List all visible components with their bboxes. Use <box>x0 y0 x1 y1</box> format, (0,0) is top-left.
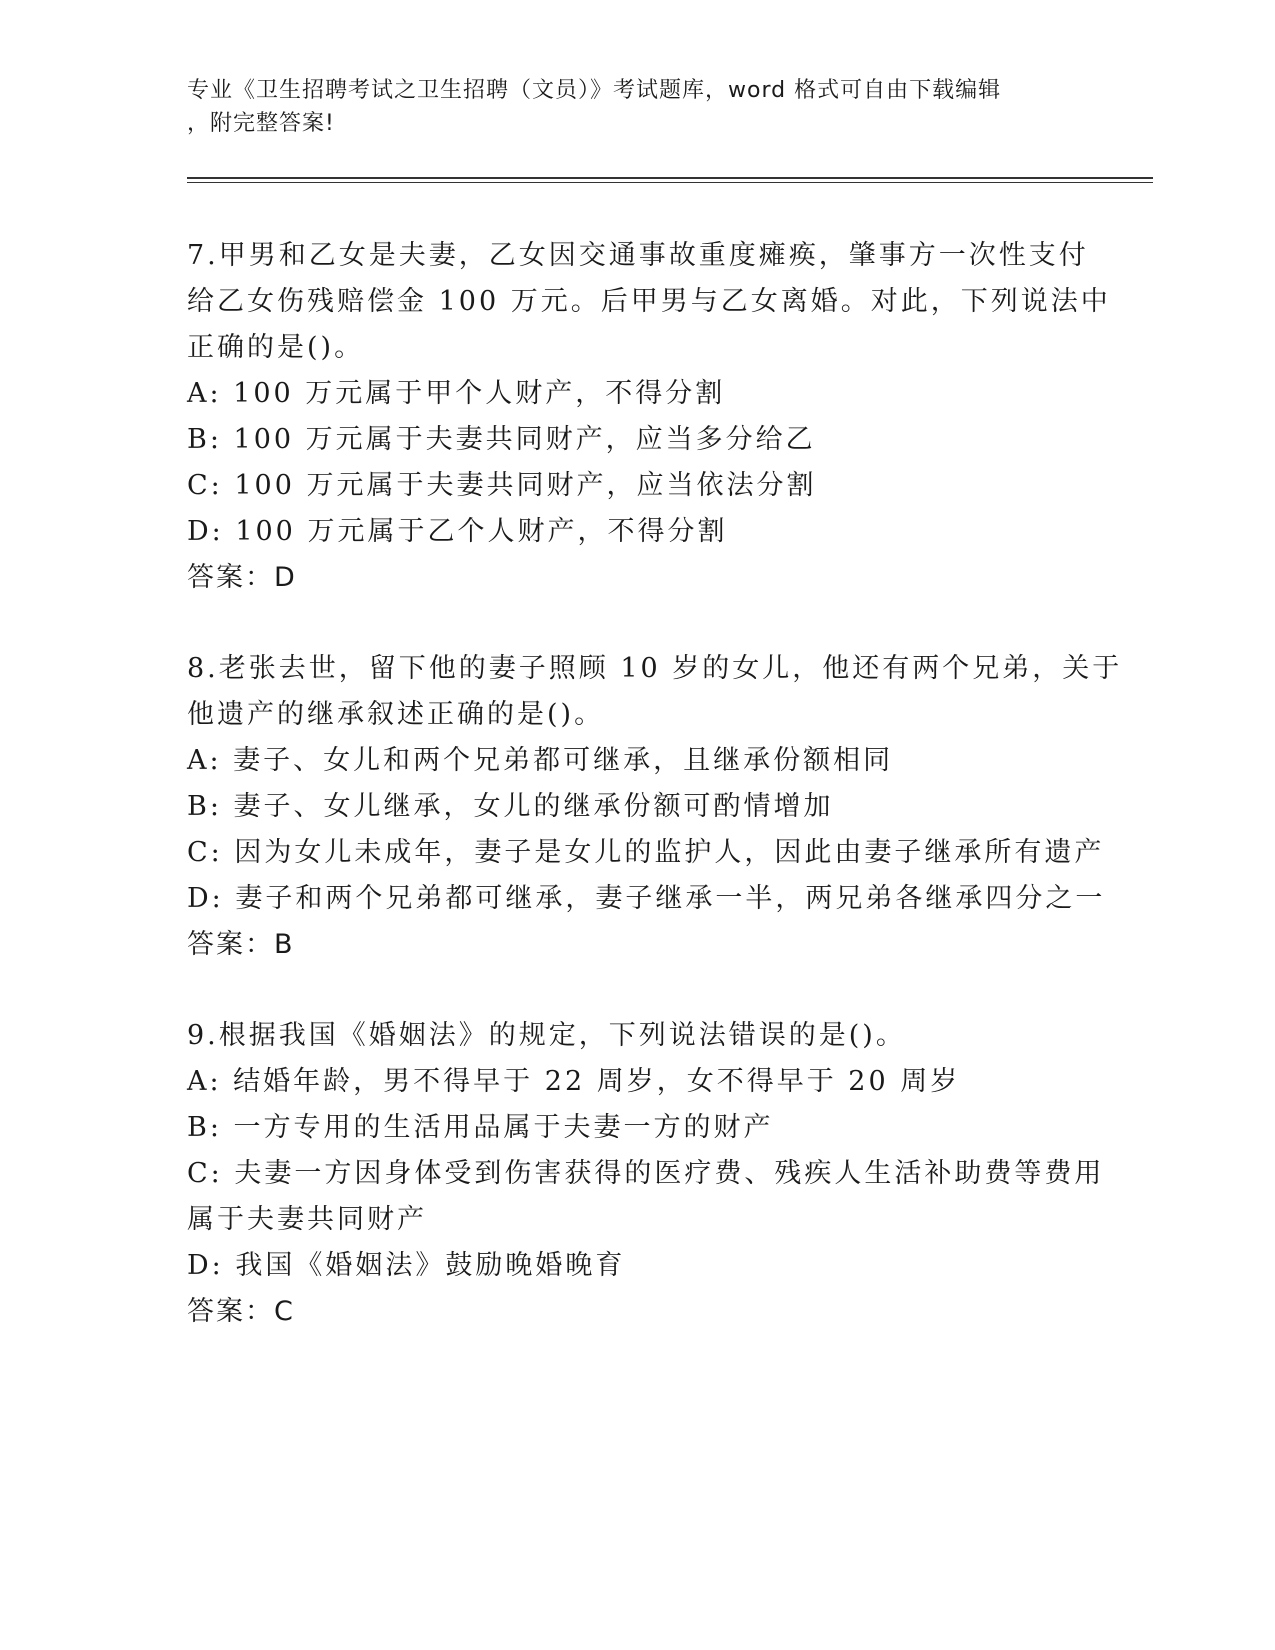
answer-line: 答案：D <box>187 562 297 593</box>
option-d: D: 我国《婚姻法》鼓励晚婚晚育 <box>187 1250 626 1281</box>
question-list <box>187 233 1123 1380</box>
option-a: A: 100 万元属于甲个人财产，不得分割 <box>187 378 726 409</box>
answer-line: 答案：C <box>187 1296 295 1327</box>
question-stem-line: 7.甲男和乙女是夫妻，乙女因交通事故重度瘫痪，肇事方一次性支付 <box>187 240 1089 271</box>
answer-line: 答案：B <box>187 929 295 960</box>
question-9 <box>187 1013 1105 1335</box>
question-stem-line: 正确的是()。 <box>187 332 365 363</box>
question-stem-line: 9.根据我国《婚姻法》的规定，下列说法错误的是()。 <box>187 1020 906 1051</box>
option-a: A: 妻子、女儿和两个兄弟都可继承，且继承份额相同 <box>187 745 894 776</box>
question-7 <box>187 233 1111 601</box>
question-stem-line: 8.老张去世，留下他的妻子照顾 10 岁的女儿，他还有两个兄弟，关于 <box>187 653 1123 684</box>
header-line-2: ，附完整答案! <box>187 111 335 136</box>
option-b: B: 妻子、女儿继承，女儿的继承份额可酌情增加 <box>187 791 834 822</box>
option-b: B: 100 万元属于夫妻共同财产，应当多分给乙 <box>187 424 816 455</box>
option-c: C: 因为女儿未成年，妻子是女儿的监护人，因此由妻子继承所有遗产 <box>187 837 1105 868</box>
option-d: D: 100 万元属于乙个人财产，不得分割 <box>187 516 728 547</box>
document-header <box>187 74 1067 140</box>
question-8 <box>187 646 1123 968</box>
option-c: C: 100 万元属于夫妻共同财产，应当依法分割 <box>187 470 817 501</box>
question-stem-line: 给乙女伤残赔偿金 100 万元。后甲男与乙女离婚。对此，下列说法中 <box>187 286 1111 317</box>
question-stem-line: 他遗产的继承叙述正确的是()。 <box>187 699 605 730</box>
option-d: D: 妻子和两个兄弟都可继承，妻子继承一半，两兄弟各继承四分之一 <box>187 883 1106 914</box>
option-c: C: 夫妻一方因身体受到伤害获得的医疗费、残疾人生活补助费等费用 <box>187 1158 1105 1189</box>
option-a: A: 结婚年龄，男不得早于 22 周岁，女不得早于 20 周岁 <box>187 1066 961 1097</box>
header-divider-bottom <box>187 182 1153 183</box>
header-divider-top <box>187 177 1153 179</box>
option-b: B: 一方专用的生活用品属于夫妻一方的财产 <box>187 1112 774 1143</box>
header-line-1: 专业《卫生招聘考试之卫生招聘（文员）》考试题库，word 格式可自由下载编辑 <box>187 78 1002 103</box>
option-c-continued: 属于夫妻共同财产 <box>187 1204 427 1235</box>
